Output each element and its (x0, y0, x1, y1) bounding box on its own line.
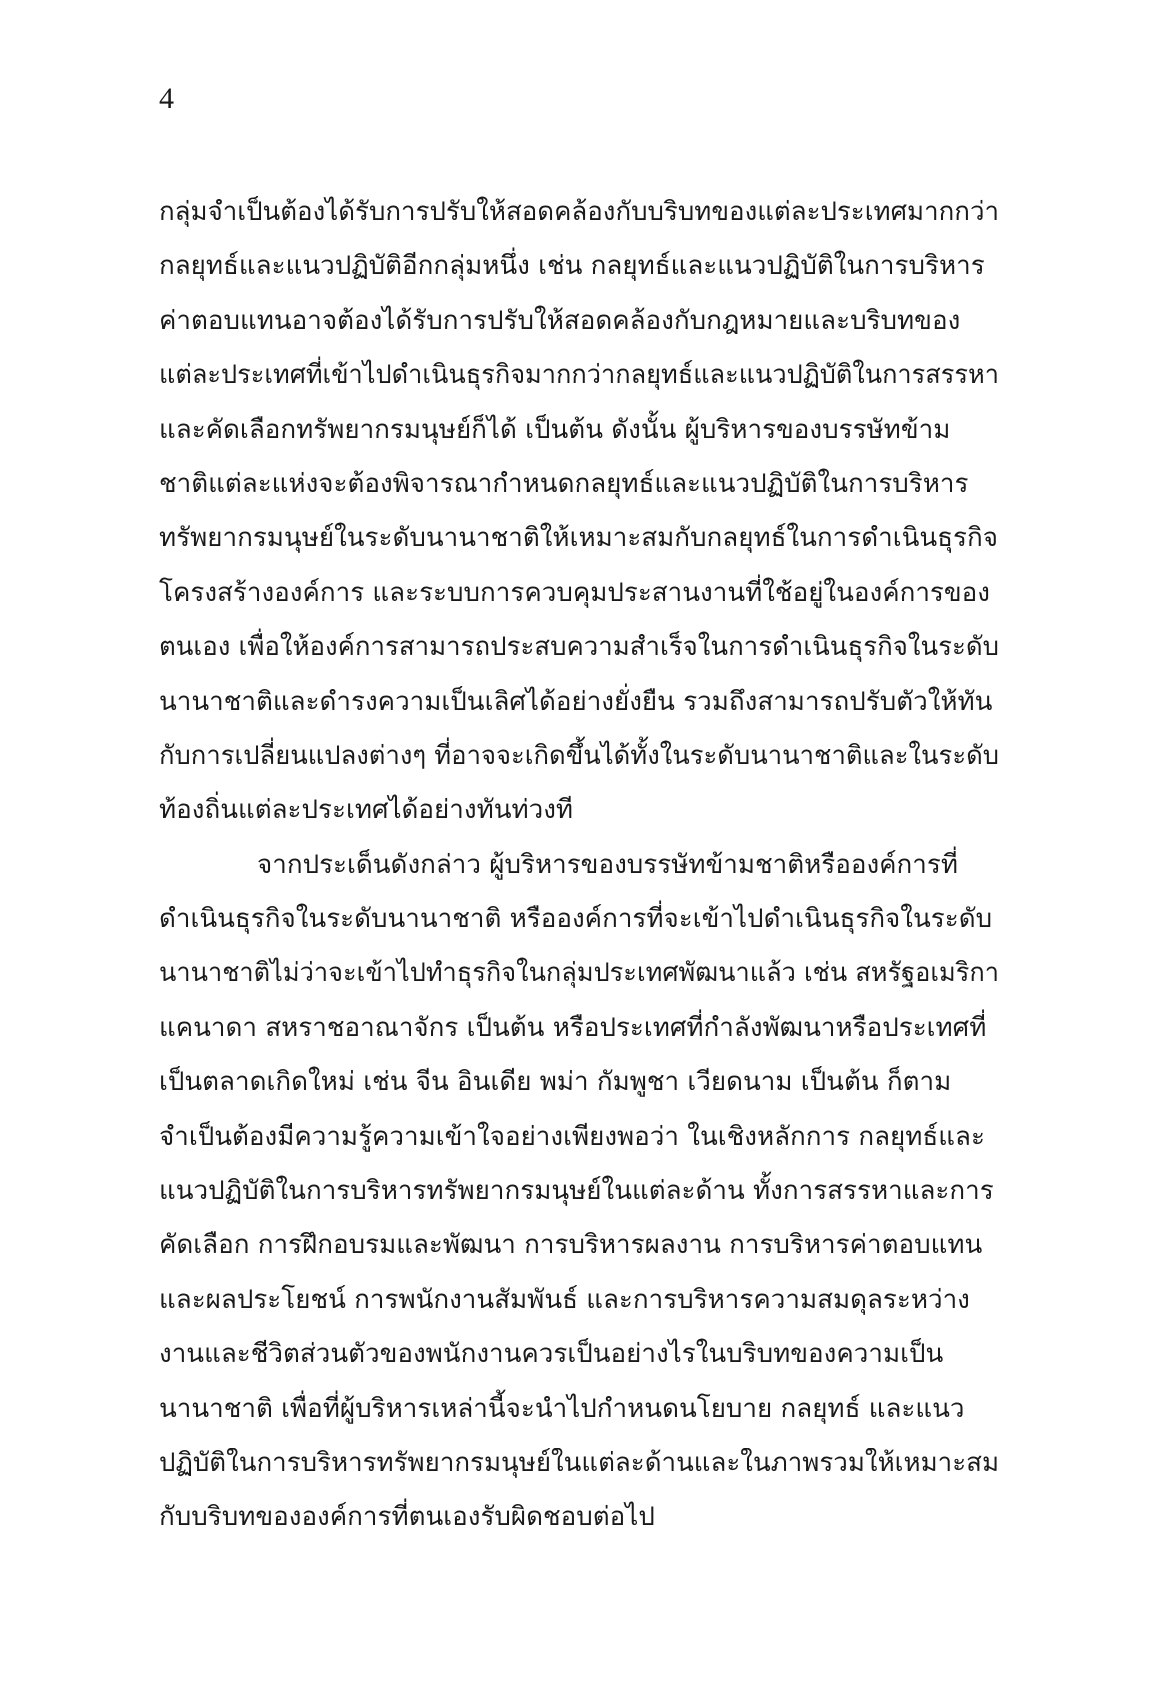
text-line: กลุ่มจำเป็นต้องได้รับการปรับให้สอดคล้องกับบริบทของแต่ละประเทศมากกว่า (159, 197, 999, 227)
text-line: โครงสร้างองค์การ และระบบการควบคุมประสานงานที่ใช้อยู่ในองค์การของ (159, 577, 990, 608)
text-line: งานและชีวิตส่วนตัวของพนักงานควรเป็นอย่างไรในบริบทของความเป็น (159, 1339, 944, 1370)
text-line: ท้องถิ่นแต่ละประเทศได้อย่างทันท่วงที (159, 795, 574, 826)
page-number: 4 (159, 82, 174, 115)
text-line: ตนเอง เพื่อให้องค์การสามารถประสบความสำเร็จในการดำเนินธุรกิจในระดับ (159, 632, 999, 663)
text-line: นานาชาติและดำรงความเป็นเลิศได้อย่างยั่งยืน รวมถึงสามารถปรับตัวให้ทัน (159, 686, 993, 717)
text-line: ดำเนินธุรกิจในระดับนานาชาติ หรือองค์การที่จะเข้าไปดำเนินธุรกิจในระดับ (159, 904, 993, 935)
text-line: กับบริบทขององค์การที่ตนเองรับผิดชอบต่อไป (159, 1502, 655, 1533)
text-line: แคนาดา สหราชอาณาจักร เป็นต้น หรือประเทศที่กำลังพัฒนาหรือประเทศที่ (159, 1012, 987, 1043)
text-line: คัดเลือก การฝึกอบรมและพัฒนา การบริหารผลงาน การบริหารค่าตอบแทน (159, 1230, 983, 1261)
text-line: จำเป็นต้องมีความรู้ความเข้าใจอย่างเพียงพอว่า ในเชิงหลักการ กลยุทธ์และ (159, 1121, 985, 1152)
text-line: จากประเด็นดังกล่าว ผู้บริหารของบรรษัทข้ามชาติหรือองค์การที่ (257, 849, 958, 880)
text-line: กลยุทธ์และแนวปฏิบัติอีกกลุ่มหนึ่ง เช่น กลยุทธ์และแนวปฏิบัติในการบริหาร (159, 251, 985, 282)
body-text (159, 185, 999, 1545)
text-line: กับการเปลี่ยนแปลงต่างๆ ที่อาจจะเกิดขึ้นได้ทั้งในระดับนานาชาติและในระดับ (159, 740, 999, 771)
text-line: นานาชาติ เพื่อที่ผู้บริหารเหล่านี้จะนำไปกำหนดนโยบาย กลยุทธ์ และแนว (159, 1393, 965, 1424)
text-line: ปฏิบัติในการบริหารทรัพยากรมนุษย์ในแต่ละด้านและในภาพรวมให้เหมาะสม (159, 1447, 999, 1478)
text-line: แต่ละประเทศที่เข้าไปดำเนินธุรกิจมากกว่ากลยุทธ์และแนวปฏิบัติในการสรรหา (159, 360, 999, 391)
text-line: ค่าตอบแทนอาจต้องได้รับการปรับให้สอดคล้องกับกฎหมายและบริบทของ (159, 305, 961, 336)
text-line: นานาชาติไม่ว่าจะเข้าไปทำธุรกิจในกลุ่มประเทศพัฒนาแล้ว เช่น สหรัฐอเมริกา (159, 958, 999, 989)
text-line: และผลประโยชน์ การพนักงานสัมพันธ์ และการบริหารความสมดุลระหว่าง (159, 1284, 970, 1315)
text-line: แนวปฏิบัติในการบริหารทรัพยากรมนุษย์ในแต่ละด้าน ทั้งการสรรหาและการ (159, 1176, 994, 1207)
text-line: เป็นตลาดเกิดใหม่ เช่น จีน อินเดีย พม่า กัมพูชา เวียดนาม เป็นต้น ก็ตาม (159, 1067, 952, 1098)
text-line: และคัดเลือกทรัพยากรมนุษย์ก็ได้ เป็นต้น ดังนั้น ผู้บริหารของบรรษัทข้าม (159, 414, 951, 445)
text-line: ชาติแต่ละแห่งจะต้องพิจารณากำหนดกลยุทธ์และแนวปฏิบัติในการบริหาร (159, 468, 969, 499)
text-line: ทรัพยากรมนุษย์ในระดับนานาชาติให้เหมาะสมกับกลยุทธ์ในการดำเนินธุรกิจ (159, 523, 998, 554)
